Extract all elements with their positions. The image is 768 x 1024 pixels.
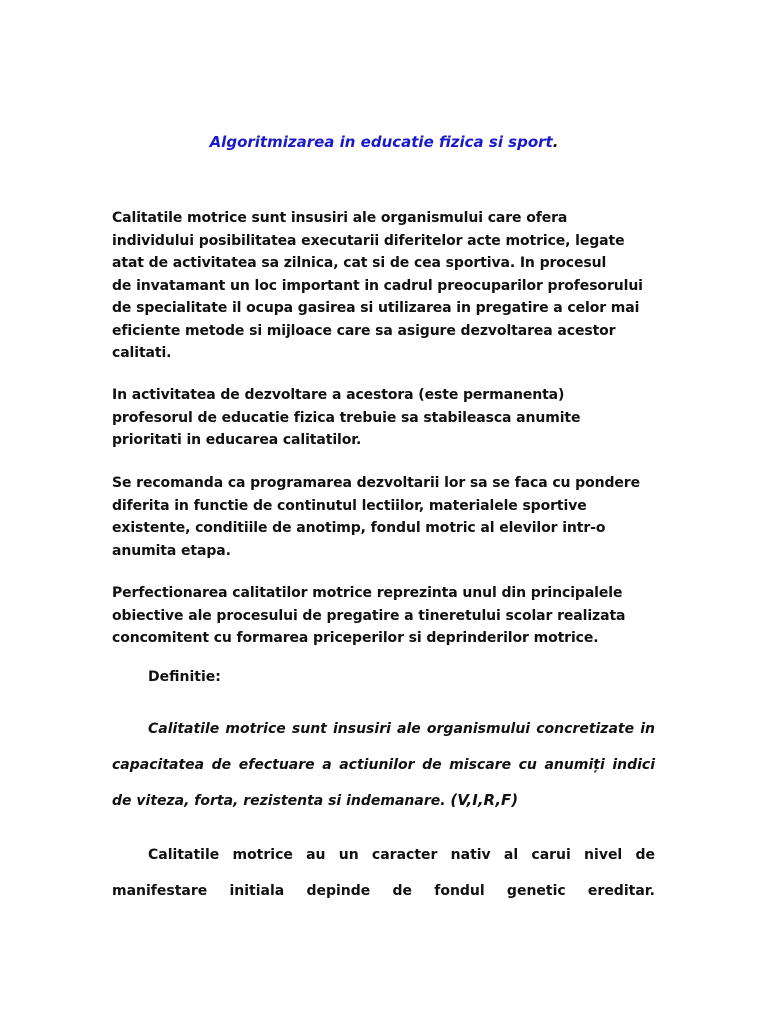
- definition-label: Definitie:: [148, 669, 221, 685]
- title-text: Algoritmizarea in educatie fizica si sport: [209, 133, 553, 151]
- paragraph-line: eficiente metode si mijloace care sa asigure dezvoltarea acestor: [112, 322, 616, 339]
- paragraph-line: Se recomanda ca programarea dezvoltarii lor sa se faca cu pondere: [112, 475, 641, 491]
- paragraph-line: obiective ale procesului de pregatire a tineretului scolar realizata: [112, 607, 626, 624]
- paragraph-line: anumita etapa.: [112, 542, 231, 559]
- paragraph-line: manifestare initiala depinde de fondul genetic ereditar.: [112, 882, 655, 899]
- paragraph-perfectionarea: [112, 582, 660, 650]
- paragraph-line: prioritati in educarea calitatilor.: [112, 432, 362, 448]
- paragraph-line: diferita in functie de continutul lectiilor, materialele sportive: [112, 497, 587, 514]
- definition-line: de viteza, forta, rezistenta si indemanare.: [112, 793, 446, 809]
- paragraph-line: Calitatile motrice sunt insusiri ale organismului care ofera: [112, 210, 568, 226]
- paragraph-caracter-nativ: [112, 838, 655, 909]
- definition-text: [112, 712, 655, 820]
- paragraph-line: In activitatea de dezvoltare a acestora (este permanenta): [112, 387, 565, 403]
- paragraph-line: Perfectionarea calitatilor motrice reprezinta unul din principalele: [112, 585, 623, 601]
- definition-last-line: [112, 783, 655, 820]
- paragraph-line: de invatamant un loc important in cadrul preocuparilor profesorului: [112, 277, 643, 294]
- document-title: [0, 133, 768, 151]
- paragraph-line: calitati.: [112, 345, 172, 361]
- paragraph-line: atat de activitatea sa zilnica, cat si de cea sportiva. In procesul: [112, 255, 607, 271]
- paragraph-line: de specialitate il ocupa gasirea si utilizarea in pregatire a celor mai: [112, 300, 640, 316]
- definition-line: capacitatea de efectuare a actiunilor de miscare cu anumiți indici: [112, 756, 655, 773]
- paragraph-line: concomitent cu formarea priceperilor si deprinderilor motrice.: [112, 630, 599, 646]
- paragraph-activitatea: [112, 384, 660, 452]
- paragraph-line: profesorul de educatie fizica trebuie sa stabileasca anumite: [112, 409, 581, 426]
- paragraph-calitatile-motrice: [112, 207, 660, 365]
- paragraph-line: individului posibilitatea executarii diferitelor acte motrice, legate: [112, 232, 625, 249]
- paragraph-line: existente, conditiile de anotimp, fondul motric al elevilor intr-o: [112, 520, 606, 536]
- paragraph-line: Calitatile motrice au un caracter nativ al carui nivel de: [148, 847, 655, 863]
- definition-abbrev: (V,I,R,F): [450, 791, 519, 809]
- definition-line: Calitatile motrice sunt insusiri ale organismului concretizate in: [148, 721, 655, 737]
- paragraph-recomandare: [112, 472, 660, 562]
- title-period: .: [552, 133, 559, 151]
